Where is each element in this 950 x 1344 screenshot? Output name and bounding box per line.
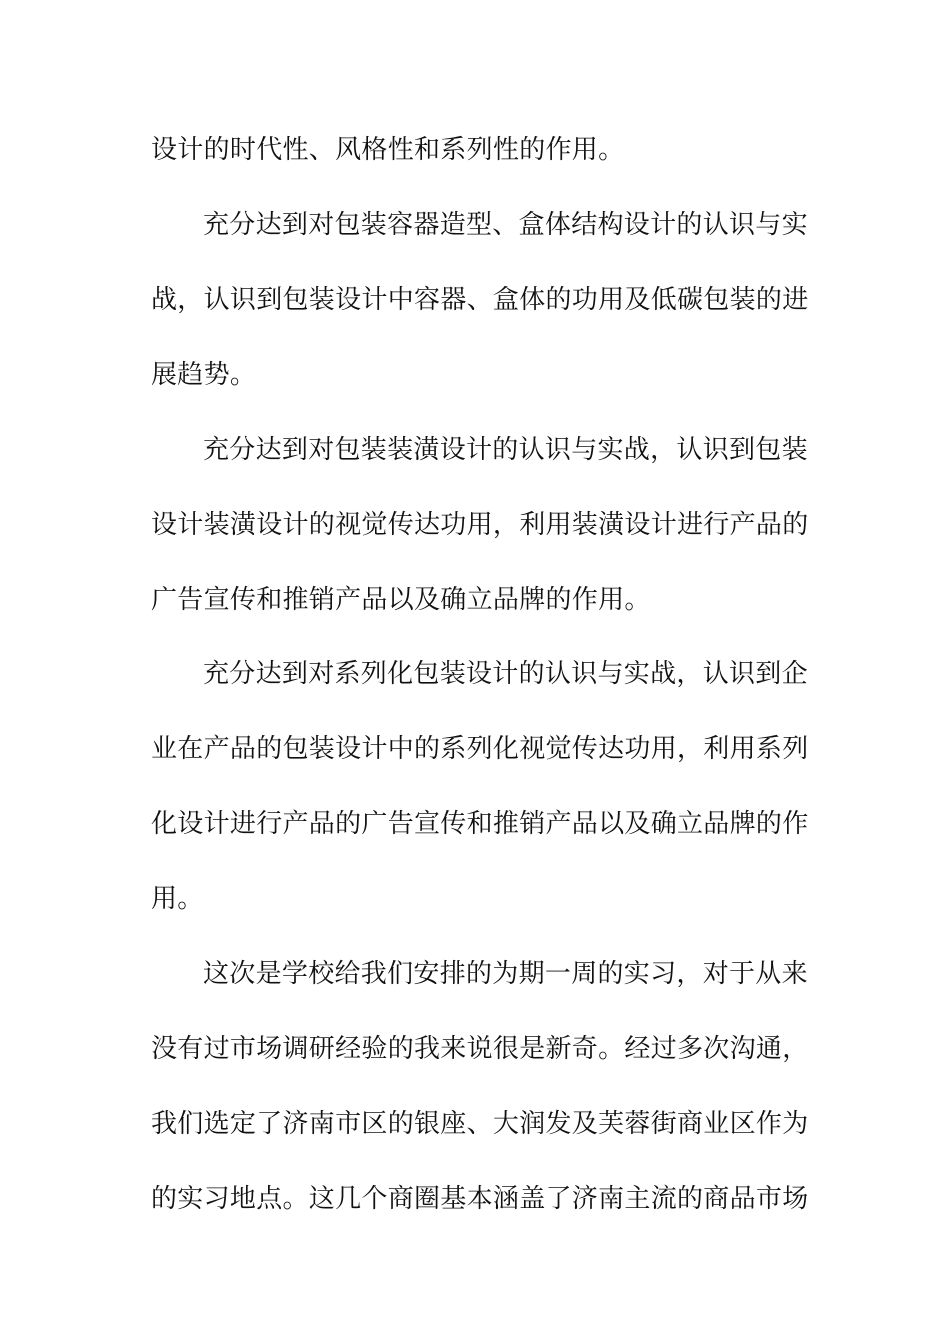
text-line: 化设计进行产品的广告宣传和推销产品以及确立品牌的作 [151, 809, 809, 839]
text-line: 的实习地点。这几个商圈基本涵盖了济南主流的商品市场 [151, 1184, 809, 1214]
text-line: 设计的时代性、风格性和系列性的作用。 [151, 135, 625, 165]
text-line: 没有过市场调研经验的我来说很是新奇。经过多次沟通， [151, 1034, 809, 1064]
text-line: 设计装潢设计的视觉传达功用，利用装潢设计进行产品的 [151, 510, 809, 540]
paragraph-first-line: 这次是学校给我们安排的为期一周的实习，对于从来 [203, 959, 808, 989]
text-line: 展趋势。 [151, 360, 257, 390]
text-line: 用。 [151, 884, 204, 914]
text-line: 我们选定了济南市区的银座、大润发及芙蓉街商业区作为 [151, 1109, 809, 1139]
text-line: 业在产品的包装设计中的系列化视觉传达功用，利用系列 [151, 734, 809, 764]
text-line: 战，认识到包装设计中容器、盒体的功用及低碳包装的进 [151, 285, 809, 315]
paragraph-first-line: 充分达到对包装装潢设计的认识与实战，认识到包装 [203, 435, 808, 465]
paragraph-first-line: 充分达到对系列化包装设计的认识与实战，认识到企 [203, 659, 808, 689]
text-line: 广告宣传和推销产品以及确立品牌的作用。 [151, 585, 651, 615]
paragraph-first-line: 充分达到对包装容器造型、盒体结构设计的认识与实 [203, 210, 808, 240]
